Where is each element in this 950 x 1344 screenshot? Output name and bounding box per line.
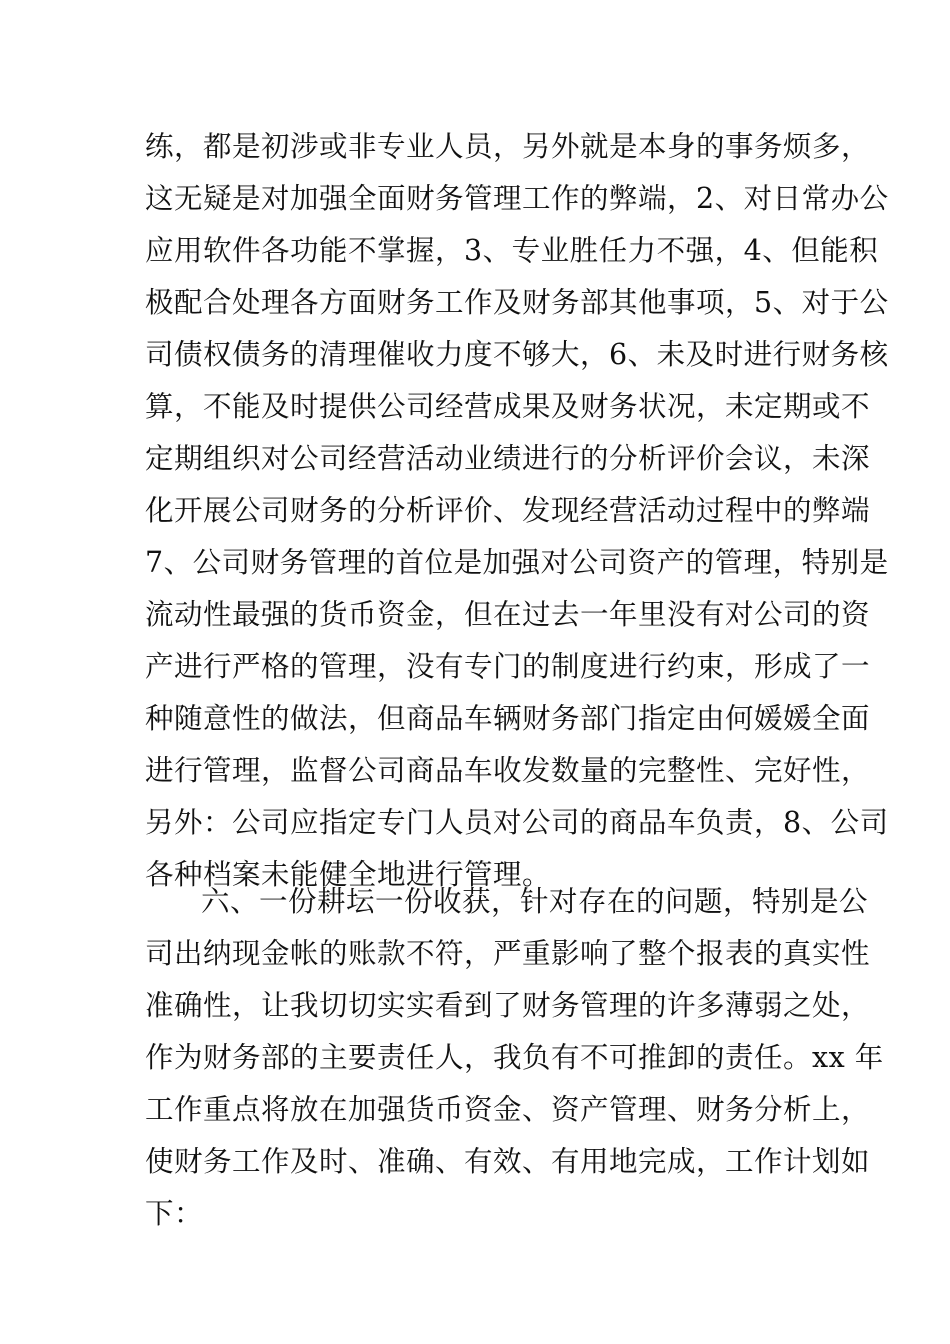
text-line: 应用软件各功能不掌握，3、专业胜任力不强，4、但能积: [145, 234, 879, 267]
text-line: 定期组织对公司经营活动业绩进行的分析评价会议，未深: [145, 442, 871, 475]
text-line: 种随意性的做法，但商品车辆财务部门指定由何媛媛全面: [145, 702, 871, 735]
text-line: 准确性，让我切切实实看到了财务管理的许多薄弱之处，: [145, 989, 871, 1022]
text-line: 这无疑是对加强全面财务管理工作的弊端，2、对日常办公: [145, 182, 889, 215]
text-line: 下：: [145, 1197, 204, 1230]
text-line: 司债权债务的清理催收力度不够大，6、未及时进行财务核: [145, 338, 889, 371]
text-line: 进行管理，监督公司商品车收发数量的完整性、完好性，: [145, 754, 871, 787]
text-line: 产进行严格的管理，没有专门的制度进行约束，形成了一: [145, 650, 871, 683]
text-line: 六、一份耕坛一份收获，针对存在的问题，特别是公: [201, 885, 869, 918]
text-line: 极配合处理各方面财务工作及财务部其他事项，5、对于公: [145, 286, 889, 319]
text-line: 工作重点将放在加强货币资金、资产管理、财务分析上，: [145, 1093, 871, 1126]
text-line: 司出纳现金帐的账款不符，严重影响了整个报表的真实性: [145, 937, 871, 970]
text-line: 另外：公司应指定专门人员对公司的商品车负责，8、公司: [145, 806, 889, 839]
text-line: 流动性最强的货币资金，但在过去一年里没有对公司的资: [145, 598, 871, 631]
text-line: 作为财务部的主要责任人，我负有不可推卸的责任。xx 年: [145, 1041, 884, 1074]
text-line: 化开展公司财务的分析评价、发现经营活动过程中的弊端: [145, 494, 871, 527]
text-line: 练，都是初涉或非专业人员，另外就是本身的事务烦多，: [145, 130, 871, 163]
text-line: 使财务工作及时、准确、有效、有用地完成，工作计划如: [145, 1145, 871, 1178]
text-line: 各种档案未能健全地进行管理。: [145, 858, 552, 891]
text-line: 7、公司财务管理的首位是加强对公司资产的管理，特别是: [145, 546, 889, 579]
text-line: 算，不能及时提供公司经营成果及财务状况，未定期或不: [145, 390, 871, 423]
